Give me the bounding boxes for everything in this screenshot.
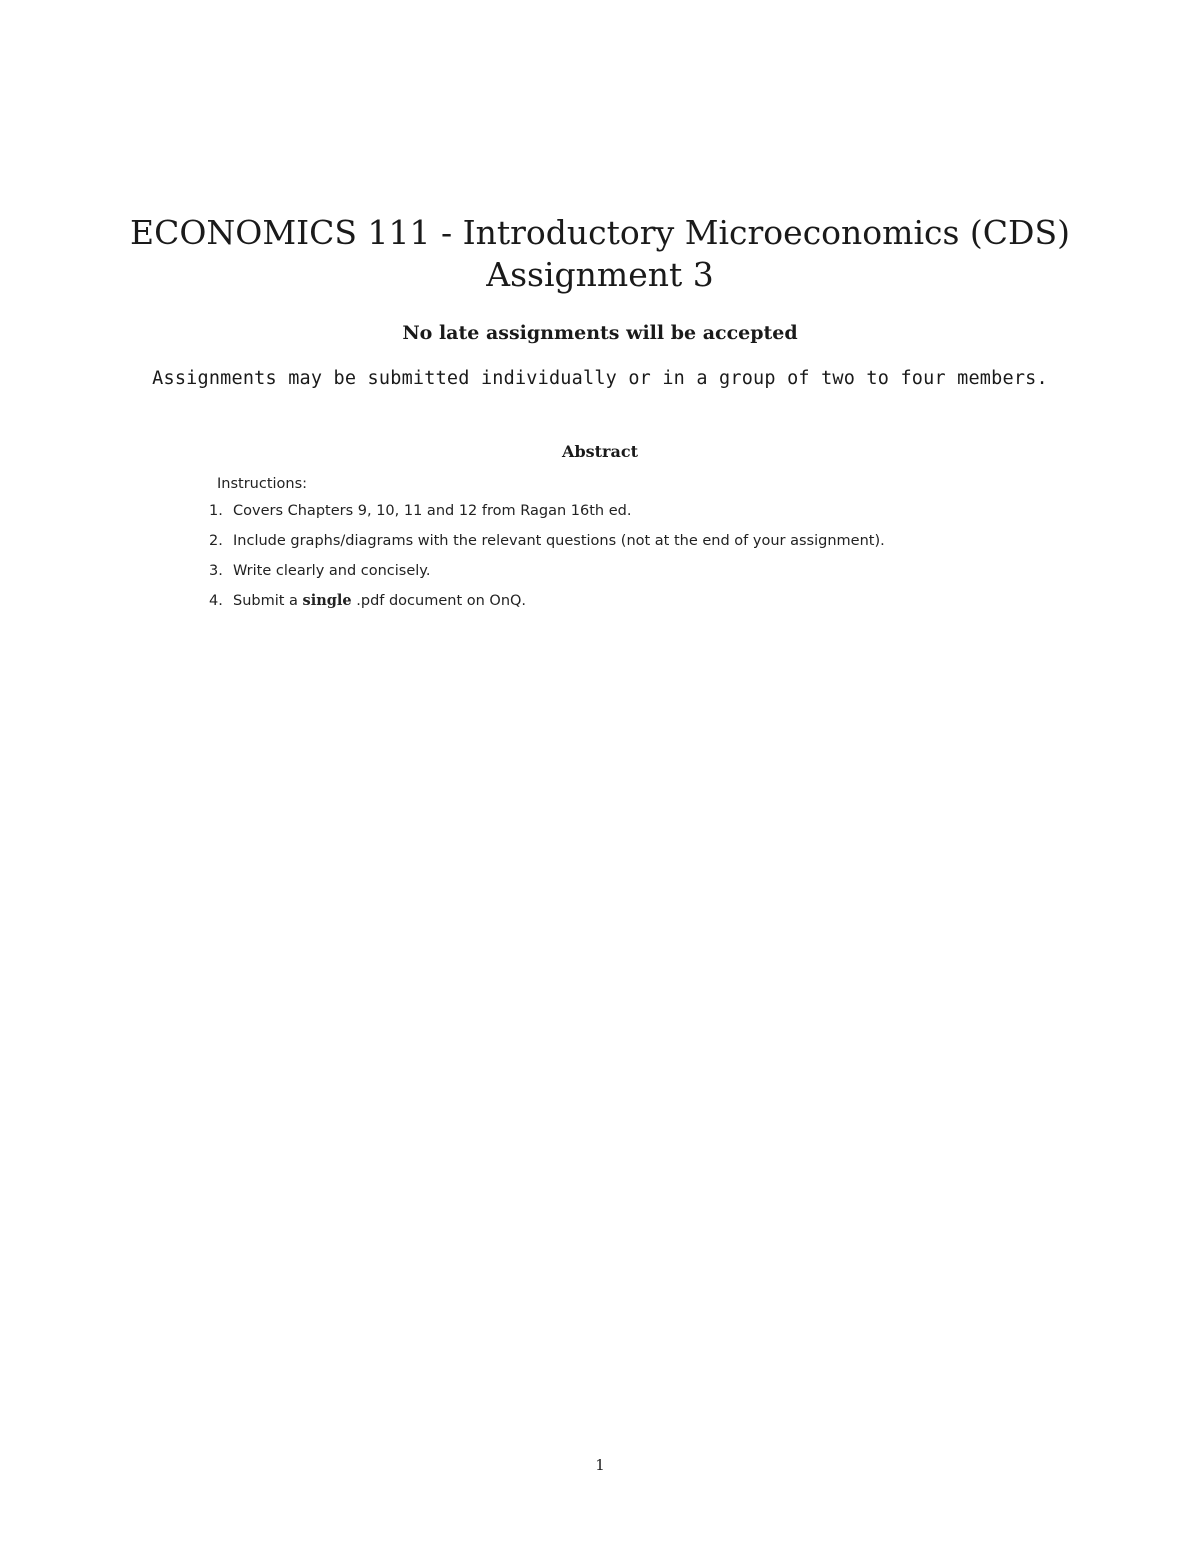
submission-note: Assignments may be submitted individually or in a group of two to four members.	[152, 368, 1048, 389]
document-title	[0, 212, 1200, 296]
list-item-emphasis: single	[302, 592, 352, 609]
list-item	[209, 591, 997, 611]
list-item-text: Write clearly and concisely.	[233, 563, 431, 579]
list-item-text: Include graphs/diagrams with the relevant questions (not at the end of your assignment).	[233, 533, 885, 549]
list-item-number: 2.	[209, 533, 223, 549]
course-title: ECONOMICS 111 - Introductory Microeconomics (CDS)	[130, 213, 1070, 252]
list-item	[209, 501, 997, 521]
instructions-label: Instructions:	[217, 476, 308, 492]
list-item-number: 4.	[209, 593, 223, 609]
late-policy-notice: No late assignments will be accepted	[402, 322, 798, 344]
list-item-number: 1.	[209, 503, 223, 519]
list-item	[209, 531, 997, 551]
page-number: 1	[595, 1456, 605, 1474]
assignment-title: Assignment 3	[486, 255, 714, 294]
list-item-text: Covers Chapters 9, 10, 11 and 12 from Ragan 16th ed.	[233, 503, 632, 519]
list-item-text-post: .pdf document on OnQ.	[351, 593, 527, 609]
abstract-body	[209, 474, 997, 621]
abstract-heading: Abstract	[562, 442, 638, 461]
list-item	[209, 561, 997, 581]
list-item-text-pre: Submit a	[233, 593, 303, 609]
instructions-list	[209, 501, 997, 611]
list-item-number: 3.	[209, 563, 223, 579]
